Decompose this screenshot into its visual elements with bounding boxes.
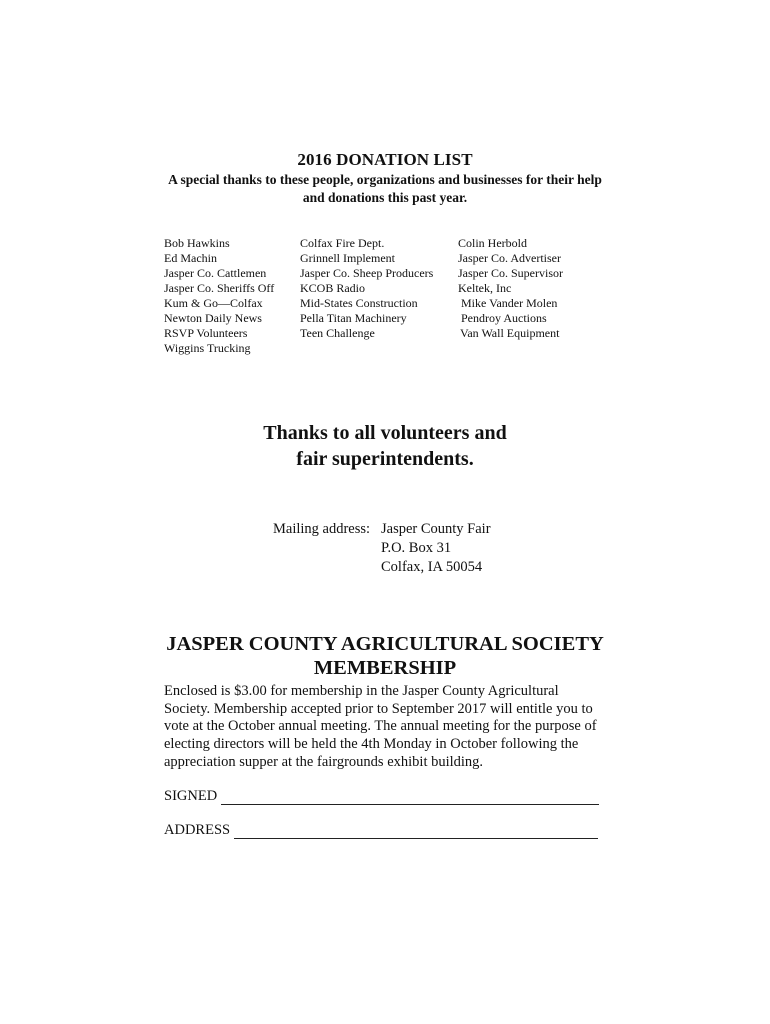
donor-item: Teen Challenge <box>300 326 375 340</box>
donor-item: Jasper Co. Cattlemen <box>164 266 267 280</box>
donor-column-3 <box>458 236 563 341</box>
donation-list-title: 2016 DONATION LIST <box>297 150 473 169</box>
donor-item: Colfax Fire Dept. <box>300 236 385 250</box>
volunteer-thanks <box>0 420 770 472</box>
donor-column-2 <box>300 236 433 341</box>
address-label: ADDRESS <box>164 822 231 838</box>
donor-item: Grinnell Implement <box>300 251 395 265</box>
donor-item: Jasper Co. Advertiser <box>458 251 561 265</box>
donor-item: Pella Titan Machinery <box>300 311 407 325</box>
donor-item: Newton Daily News <box>164 311 262 325</box>
donor-item: KCOB Radio <box>300 281 366 295</box>
membership-title: JASPER COUNTY AGRICULTURAL SOCIETY MEMBERSHIP <box>166 633 604 679</box>
mailing-address-line1: Jasper County Fair <box>381 521 491 537</box>
donor-item: Jasper Co. Sheep Producers <box>300 266 434 280</box>
donor-item: Kum & Go—Colfax <box>164 296 263 310</box>
donor-column-1 <box>164 236 274 356</box>
donor-item: Ed Machin <box>164 251 217 265</box>
signed-line[interactable] <box>221 790 599 805</box>
donor-item: Mid-States Construction <box>300 296 418 310</box>
mailing-address-line3: Colfax, IA 50054 <box>381 559 483 575</box>
mailing-address-line2: P.O. Box 31 <box>381 540 452 556</box>
donor-item: Jasper Co. Supervisor <box>458 266 563 280</box>
donor-item: Van Wall Equipment <box>460 326 560 340</box>
donor-item: Keltek, Inc <box>458 281 512 295</box>
volunteer-thanks-line1: Thanks to all volunteers and <box>263 422 507 444</box>
signed-field <box>164 788 599 805</box>
donor-item: RSVP Volunteers <box>164 326 248 340</box>
donor-item: Colin Herbold <box>458 236 527 250</box>
mailing-address-label: Mailing address: <box>273 521 371 537</box>
donor-item: Jasper Co. Sheriffs Off <box>164 281 275 295</box>
signed-label: SIGNED <box>164 788 218 804</box>
volunteer-thanks-line2: fair superintendents. <box>296 448 474 470</box>
mailing-address <box>273 520 491 577</box>
membership-body: Enclosed is $3.00 for membership in the Jasper County Agricultural Society. Membership accepted prior to September 2017 will entitle you to vote at the October annual meeting. The annual meeting for the purpose of electing directors will be held the 4th Monday in October following the appreciation supper at the fairgrounds exhibit building. <box>164 683 597 770</box>
address-field <box>164 822 598 839</box>
donor-item: Bob Hawkins <box>164 236 230 250</box>
donor-item: Wiggins Trucking <box>164 341 251 355</box>
donor-item: Pendroy Auctions <box>461 311 547 325</box>
donation-list-subtitle: A special thanks to these people, organizations and businesses for their help and donations this past year. <box>168 172 602 205</box>
donor-item: Mike Vander Molen <box>461 296 558 310</box>
address-line[interactable] <box>234 824 598 839</box>
